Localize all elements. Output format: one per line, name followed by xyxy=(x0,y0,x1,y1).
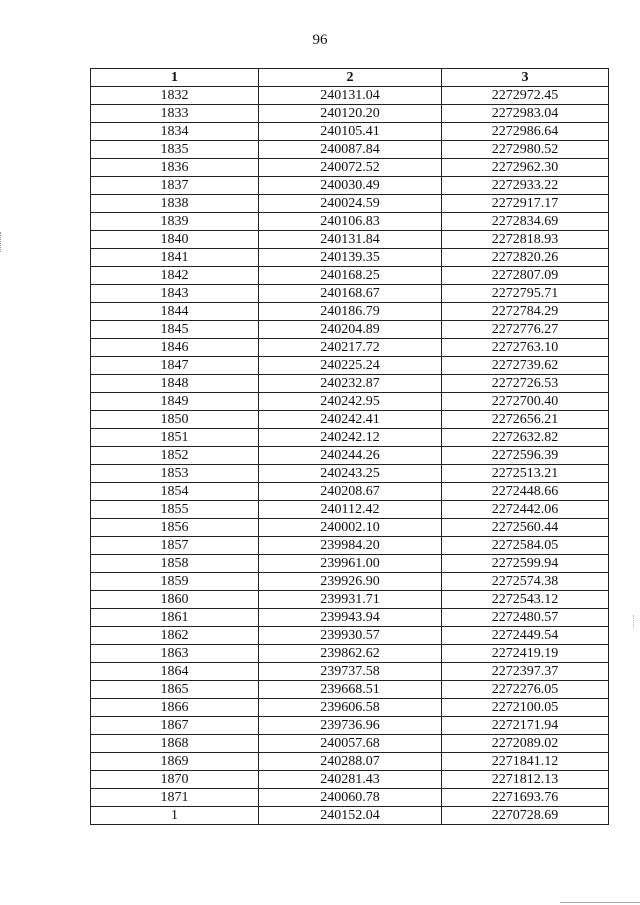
coordinates-table xyxy=(90,68,609,825)
cell-y-coordinate: 2272656.21 xyxy=(442,411,609,429)
cell-y-coordinate: 2272100.05 xyxy=(442,699,609,717)
table-row xyxy=(91,699,609,717)
cell-point-number: 1832 xyxy=(91,87,259,105)
table-row xyxy=(91,501,609,519)
cell-y-coordinate: 2272980.52 xyxy=(442,141,609,159)
cell-y-coordinate: 2272986.64 xyxy=(442,123,609,141)
cell-y-coordinate: 2272739.62 xyxy=(442,357,609,375)
cell-y-coordinate: 2272972.45 xyxy=(442,87,609,105)
table-row xyxy=(91,519,609,537)
cell-y-coordinate: 2272442.06 xyxy=(442,501,609,519)
table-row xyxy=(91,429,609,447)
table-row xyxy=(91,393,609,411)
table-row xyxy=(91,465,609,483)
page-number: 96 xyxy=(312,32,328,48)
cell-point-number: 1854 xyxy=(91,483,259,501)
cell-point-number: 1848 xyxy=(91,375,259,393)
cell-x-coordinate: 240204.89 xyxy=(259,321,442,339)
cell-x-coordinate: 240288.07 xyxy=(259,753,442,771)
cell-y-coordinate: 2272596.39 xyxy=(442,447,609,465)
cell-x-coordinate: 240152.04 xyxy=(259,807,442,825)
table-row xyxy=(91,231,609,249)
table-row xyxy=(91,573,609,591)
table-row xyxy=(91,735,609,753)
cell-y-coordinate: 2272795.71 xyxy=(442,285,609,303)
cell-point-number: 1835 xyxy=(91,141,259,159)
cell-point-number: 1851 xyxy=(91,429,259,447)
scan-bottom-rule xyxy=(560,902,640,903)
scan-edge-mark xyxy=(0,232,3,252)
table-row xyxy=(91,771,609,789)
cell-x-coordinate: 239930.57 xyxy=(259,627,442,645)
cell-point-number: 1863 xyxy=(91,645,259,663)
table-row xyxy=(91,645,609,663)
cell-point-number: 1841 xyxy=(91,249,259,267)
table-row xyxy=(91,807,609,825)
column-header-point: 1 xyxy=(91,69,259,87)
cell-point-number: 1844 xyxy=(91,303,259,321)
cell-y-coordinate: 2271693.76 xyxy=(442,789,609,807)
table-row xyxy=(91,609,609,627)
cell-point-number: 1845 xyxy=(91,321,259,339)
cell-point-number: 1850 xyxy=(91,411,259,429)
cell-x-coordinate: 240168.25 xyxy=(259,267,442,285)
cell-x-coordinate: 239736.96 xyxy=(259,717,442,735)
table-row xyxy=(91,249,609,267)
cell-x-coordinate: 240105.41 xyxy=(259,123,442,141)
table-row xyxy=(91,357,609,375)
cell-x-coordinate: 240087.84 xyxy=(259,141,442,159)
cell-point-number: 1856 xyxy=(91,519,259,537)
cell-point-number: 1839 xyxy=(91,213,259,231)
cell-x-coordinate: 240024.59 xyxy=(259,195,442,213)
cell-point-number: 1833 xyxy=(91,105,259,123)
table-row xyxy=(91,663,609,681)
cell-y-coordinate: 2272933.22 xyxy=(442,177,609,195)
cell-y-coordinate: 2272560.44 xyxy=(442,519,609,537)
cell-x-coordinate: 239943.94 xyxy=(259,609,442,627)
cell-point-number: 1846 xyxy=(91,339,259,357)
cell-x-coordinate: 239668.51 xyxy=(259,681,442,699)
cell-point-number: 1865 xyxy=(91,681,259,699)
cell-y-coordinate: 2272818.93 xyxy=(442,231,609,249)
cell-point-number: 1842 xyxy=(91,267,259,285)
table-row xyxy=(91,537,609,555)
cell-point-number: 1861 xyxy=(91,609,259,627)
cell-x-coordinate: 240120.20 xyxy=(259,105,442,123)
table-row xyxy=(91,105,609,123)
cell-y-coordinate: 2271812.13 xyxy=(442,771,609,789)
cell-y-coordinate: 2272276.05 xyxy=(442,681,609,699)
cell-point-number: 1849 xyxy=(91,393,259,411)
cell-x-coordinate: 240131.04 xyxy=(259,87,442,105)
table-body xyxy=(91,87,609,825)
cell-y-coordinate: 2272449.54 xyxy=(442,627,609,645)
table-header-row xyxy=(91,69,609,87)
cell-x-coordinate: 240186.79 xyxy=(259,303,442,321)
table-row xyxy=(91,159,609,177)
cell-x-coordinate: 239737.58 xyxy=(259,663,442,681)
cell-x-coordinate: 240208.67 xyxy=(259,483,442,501)
cell-x-coordinate: 239926.90 xyxy=(259,573,442,591)
cell-y-coordinate: 2272917.17 xyxy=(442,195,609,213)
table-row xyxy=(91,591,609,609)
column-header-y: 3 xyxy=(442,69,609,87)
cell-y-coordinate: 2272983.04 xyxy=(442,105,609,123)
table-row xyxy=(91,321,609,339)
table-row xyxy=(91,789,609,807)
cell-point-number: 1859 xyxy=(91,573,259,591)
table-row xyxy=(91,303,609,321)
cell-x-coordinate: 240242.95 xyxy=(259,393,442,411)
cell-x-coordinate: 240232.87 xyxy=(259,375,442,393)
cell-x-coordinate: 240168.67 xyxy=(259,285,442,303)
table-row xyxy=(91,339,609,357)
cell-x-coordinate: 240244.26 xyxy=(259,447,442,465)
cell-point-number: 1840 xyxy=(91,231,259,249)
cell-point-number: 1868 xyxy=(91,735,259,753)
cell-x-coordinate: 240242.41 xyxy=(259,411,442,429)
cell-y-coordinate: 2272513.21 xyxy=(442,465,609,483)
cell-y-coordinate: 2272820.26 xyxy=(442,249,609,267)
cell-x-coordinate: 240243.25 xyxy=(259,465,442,483)
cell-x-coordinate: 239606.58 xyxy=(259,699,442,717)
table-row xyxy=(91,483,609,501)
cell-point-number: 1843 xyxy=(91,285,259,303)
cell-x-coordinate: 240072.52 xyxy=(259,159,442,177)
table-row xyxy=(91,411,609,429)
cell-point-number: 1864 xyxy=(91,663,259,681)
cell-y-coordinate: 2272726.53 xyxy=(442,375,609,393)
cell-point-number: 1855 xyxy=(91,501,259,519)
cell-x-coordinate: 240002.10 xyxy=(259,519,442,537)
table-row xyxy=(91,87,609,105)
table-row xyxy=(91,141,609,159)
cell-point-number: 1870 xyxy=(91,771,259,789)
cell-y-coordinate: 2272574.38 xyxy=(442,573,609,591)
cell-x-coordinate: 240225.24 xyxy=(259,357,442,375)
cell-point-number: 1 xyxy=(91,807,259,825)
cell-y-coordinate: 2272397.37 xyxy=(442,663,609,681)
table-row xyxy=(91,213,609,231)
cell-point-number: 1869 xyxy=(91,753,259,771)
cell-y-coordinate: 2272480.57 xyxy=(442,609,609,627)
cell-point-number: 1847 xyxy=(91,357,259,375)
cell-y-coordinate: 2272448.66 xyxy=(442,483,609,501)
cell-x-coordinate: 240060.78 xyxy=(259,789,442,807)
cell-y-coordinate: 2272089.02 xyxy=(442,735,609,753)
cell-y-coordinate: 2272700.40 xyxy=(442,393,609,411)
cell-y-coordinate: 2272584.05 xyxy=(442,537,609,555)
cell-x-coordinate: 239931.71 xyxy=(259,591,442,609)
cell-x-coordinate: 239984.20 xyxy=(259,537,442,555)
scan-edge-mark-right xyxy=(633,615,636,629)
table-row xyxy=(91,627,609,645)
table-row xyxy=(91,285,609,303)
table-row xyxy=(91,717,609,735)
cell-point-number: 1862 xyxy=(91,627,259,645)
cell-y-coordinate: 2272419.19 xyxy=(442,645,609,663)
cell-y-coordinate: 2272962.30 xyxy=(442,159,609,177)
cell-y-coordinate: 2272171.94 xyxy=(442,717,609,735)
table-row xyxy=(91,123,609,141)
cell-y-coordinate: 2270728.69 xyxy=(442,807,609,825)
cell-x-coordinate: 239961.00 xyxy=(259,555,442,573)
cell-point-number: 1858 xyxy=(91,555,259,573)
table-row xyxy=(91,555,609,573)
cell-x-coordinate: 240131.84 xyxy=(259,231,442,249)
cell-y-coordinate: 2272763.10 xyxy=(442,339,609,357)
cell-point-number: 1837 xyxy=(91,177,259,195)
cell-y-coordinate: 2272599.94 xyxy=(442,555,609,573)
cell-point-number: 1838 xyxy=(91,195,259,213)
column-header-x: 2 xyxy=(259,69,442,87)
cell-x-coordinate: 240112.42 xyxy=(259,501,442,519)
table-row xyxy=(91,447,609,465)
cell-point-number: 1857 xyxy=(91,537,259,555)
cell-point-number: 1836 xyxy=(91,159,259,177)
cell-point-number: 1853 xyxy=(91,465,259,483)
cell-x-coordinate: 240242.12 xyxy=(259,429,442,447)
cell-point-number: 1871 xyxy=(91,789,259,807)
cell-y-coordinate: 2272776.27 xyxy=(442,321,609,339)
cell-y-coordinate: 2272632.82 xyxy=(442,429,609,447)
table-row xyxy=(91,681,609,699)
cell-point-number: 1852 xyxy=(91,447,259,465)
table-row xyxy=(91,195,609,213)
table-row xyxy=(91,177,609,195)
table-row xyxy=(91,267,609,285)
table-row xyxy=(91,375,609,393)
cell-x-coordinate: 240139.35 xyxy=(259,249,442,267)
cell-x-coordinate: 240030.49 xyxy=(259,177,442,195)
cell-point-number: 1867 xyxy=(91,717,259,735)
cell-point-number: 1834 xyxy=(91,123,259,141)
cell-x-coordinate: 240217.72 xyxy=(259,339,442,357)
cell-x-coordinate: 239862.62 xyxy=(259,645,442,663)
cell-point-number: 1860 xyxy=(91,591,259,609)
table-row xyxy=(91,753,609,771)
cell-y-coordinate: 2271841.12 xyxy=(442,753,609,771)
cell-y-coordinate: 2272784.29 xyxy=(442,303,609,321)
cell-x-coordinate: 240281.43 xyxy=(259,771,442,789)
cell-x-coordinate: 240106.83 xyxy=(259,213,442,231)
cell-point-number: 1866 xyxy=(91,699,259,717)
cell-x-coordinate: 240057.68 xyxy=(259,735,442,753)
cell-y-coordinate: 2272807.09 xyxy=(442,267,609,285)
cell-y-coordinate: 2272543.12 xyxy=(442,591,609,609)
cell-y-coordinate: 2272834.69 xyxy=(442,213,609,231)
